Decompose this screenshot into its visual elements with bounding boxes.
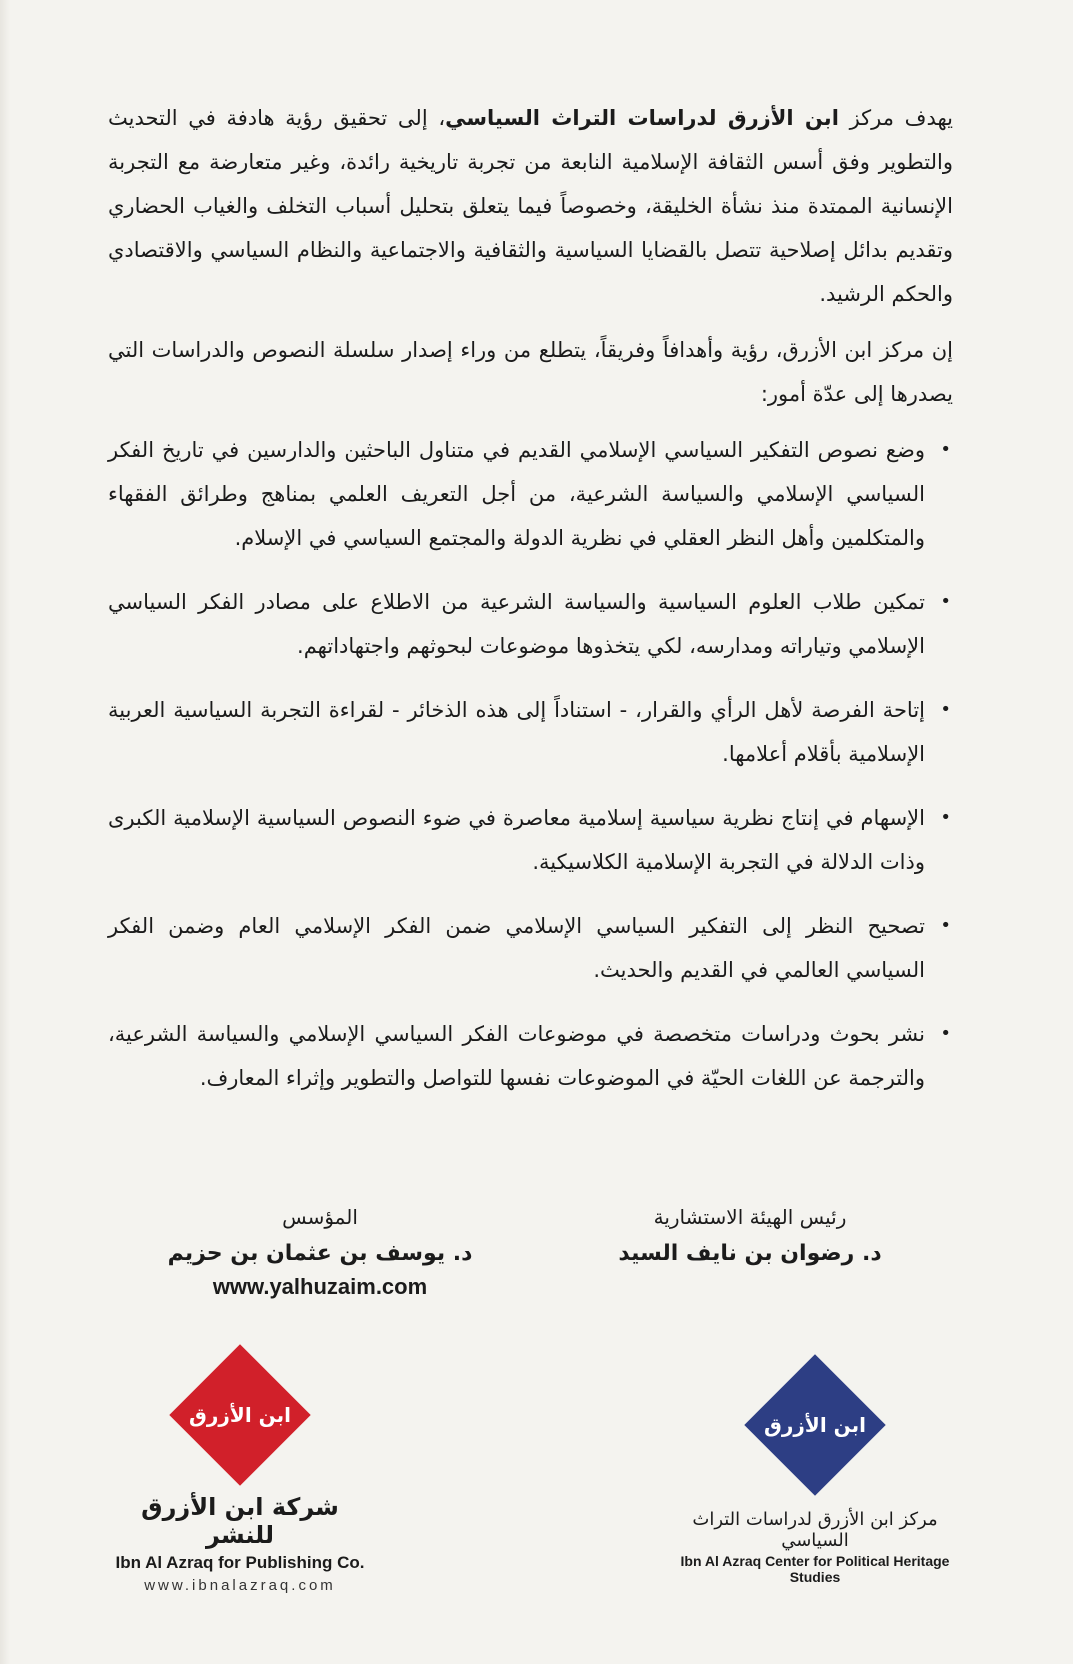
advisory-name: د. رضوان بن نايف السيد [618,1241,882,1266]
publisher-logo-icon [170,1345,310,1485]
goal-text: إتاحة الفرصة لأهل الرأي والقرار، - استناداً إلى هذه الذخائر - لقراءة التجربة السياسية العربية الإسلامية بأقلام أعلامها. [108,698,925,766]
center-logo-icon [745,1355,885,1495]
goal-text: الإسهام في إنتاج نظرية سياسية إسلامية معاصرة في ضوء النصوص السياسية الإسلامية الكبرى وذات الدلالة في التجربة الإسلامية الكلاسيكية. [108,806,925,874]
intro-paragraph [108,96,953,316]
goal-text: نشر بحوث ودراسات متخصصة في موضوعات الفكر السياسي الإسلامي والسياسة الشرعية، والترجمة عن اللغات الحيّة في الموضوعات نفسها للتواصل والتطوير وإثراء المعارف. [108,1022,925,1090]
bullet-icon: • [940,1023,951,1044]
publisher-logo-text: ابن الأزرق [189,1403,291,1427]
center-name-bold: ابن الأزرق لدراسات التراث السياسي [445,106,839,130]
founder-website: www.yalhuzaim.com [212,1274,428,1299]
goal-item [108,796,953,884]
goal-text: وضع نصوص التفكير السياسي الإسلامي القديم في متناول الباحثين والدارسين في تاريخ الفكر السياسي الإسلامي والسياسة الشرعية، من أجل التعريف العلمي بمناهج وطرائق الفقهاء والمتكلمين وأهل النظر العقلي في نظرية الدولة والمجتمع السياسي في الإسلام. [108,438,925,550]
goal-text: تمكين طلاب العلوم السياسية والسياسة الشرعية من الاطلاع على مصادر الفكر السياسي الإسلامي وتياراته ومدارسه، لكي يتخذوها موضوعات لبحوثهم واجتهاداتهم. [108,590,925,658]
founder-signature [150,1205,490,1300]
page-edge [0,0,10,1664]
publisher-block [110,1345,370,1594]
goal-item [108,1012,953,1100]
goal-item [108,688,953,776]
bullet-icon: • [940,915,951,936]
bullet-icon: • [940,699,951,720]
goal-text: تصحيح النظر إلى التفكير السياسي الإسلامي ضمن الفكر الإسلامي العام وضمن الفكر السياسي العالمي في القديم والحديث. [108,914,925,982]
founder-name: د. يوسف بن عثمان بن حزيم [167,1241,473,1266]
center-block [660,1355,970,1585]
signatures [150,1205,920,1300]
goal-item [108,428,953,560]
center-name-en: Ibn Al Azraq Center for Political Heritage Studies [680,1553,950,1585]
advisory-role: رئيس الهيئة الاستشارية [653,1205,847,1229]
bullet-icon: • [940,439,951,460]
publisher-name-en: Ibn Al Azraq for Publishing Co. [115,1553,365,1572]
center-logo-text: ابن الأزرق [764,1413,866,1437]
bullet-icon: • [940,807,951,828]
publisher-name-ar: شركة ابن الأزرق للنشر [141,1493,339,1549]
second-paragraph: إن مركز ابن الأزرق، رؤية وأهدافاً وفريقاً، يتطلع من وراء إصدار سلسلة النصوص والدراسات التي يصدرها إلى عدّة أمور: [108,338,953,406]
founder-role: المؤسس [282,1205,358,1229]
goals-list [108,428,953,1100]
goal-item [108,904,953,992]
intro-suffix: ، إلى تحقيق رؤية هادفة في التحديث والتطوير وفق أسس الثقافة الإسلامية النابعة من تجربة تاريخية رائدة، وغير متعارضة مع التجربة الإنسانية الممتدة منذ نشأة الخليقة، وخصوصاً فيما يتعلق بتحليل أسباب التخلف والغياب الحضاري وتقديم بدائل إصلاحية تتصل بالقضايا السياسية والثقافية والاجتماعية والنظام السياسي والاقتصادي والحكم الرشيد. [108,106,953,306]
intro-prefix: يهدف مركز [838,106,953,130]
center-name-ar: مركز ابن الأزرق لدراسات التراث السياسي [692,1509,938,1551]
bullet-icon: • [940,591,951,612]
publisher-website: www.ibnalazraq.com [144,1577,336,1594]
goal-item [108,580,953,668]
advisory-signature [580,1205,920,1300]
body-text [108,96,953,1120]
